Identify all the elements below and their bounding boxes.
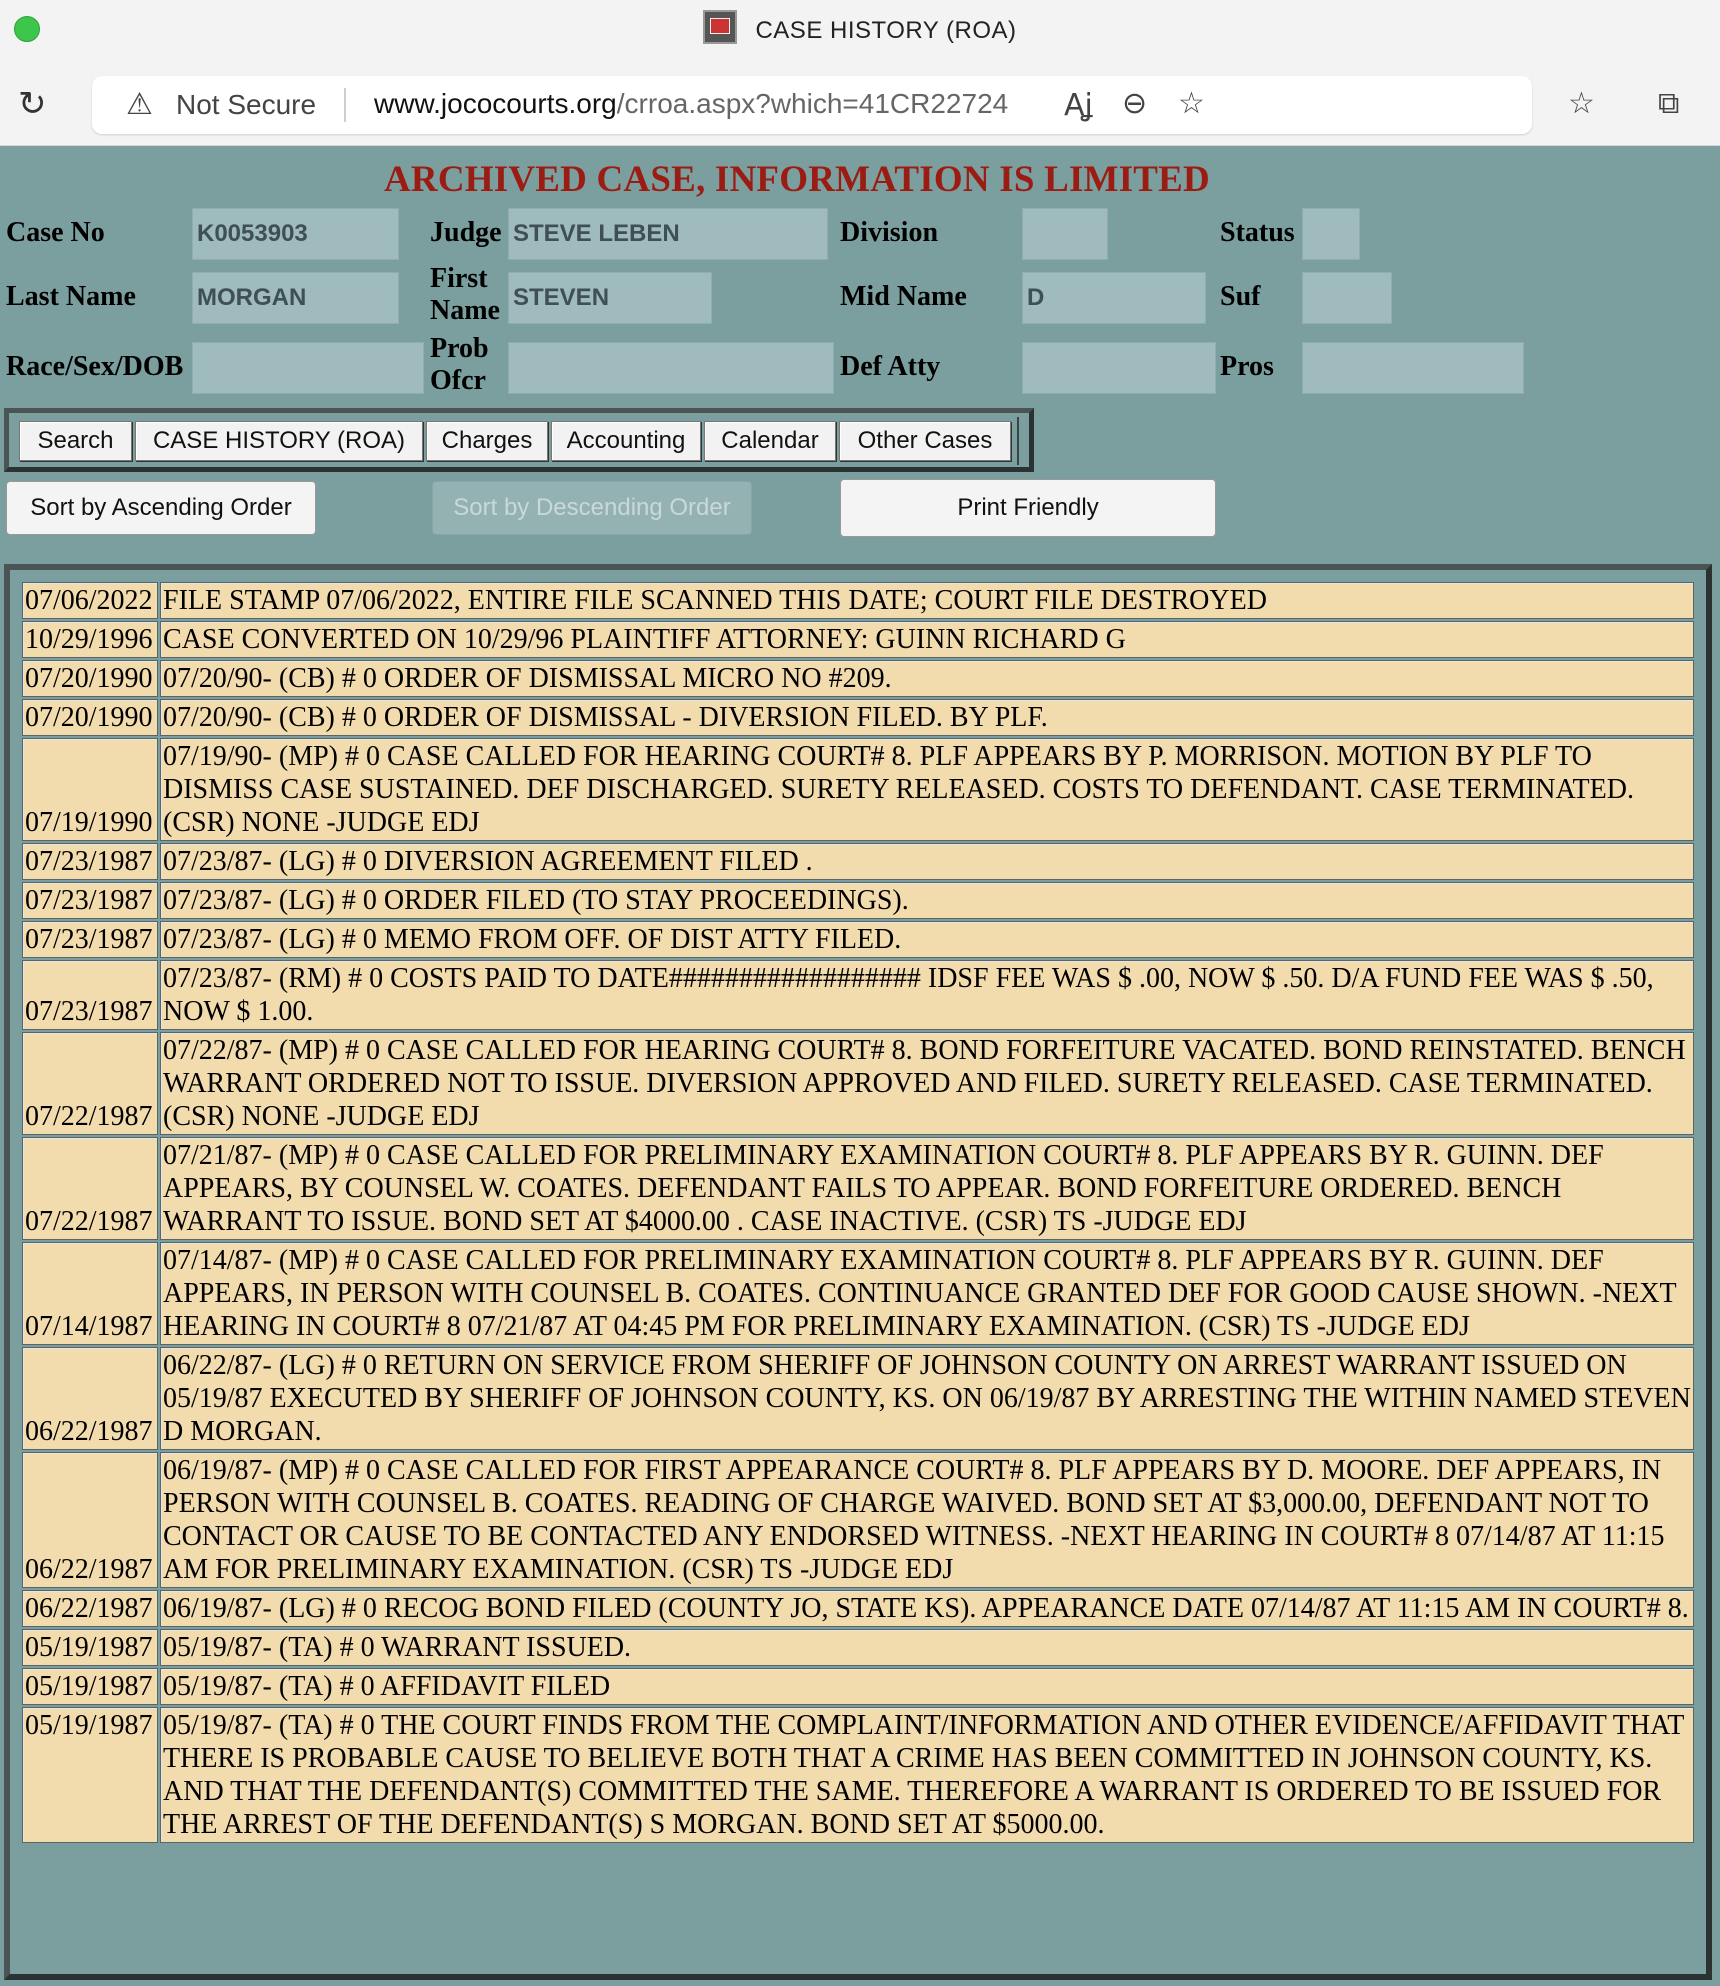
print-friendly-button[interactable]: Print Friendly [840, 479, 1216, 537]
suf-label: Suf [1220, 281, 1261, 312]
entry-text: 07/23/87- (LG) # 0 MEMO FROM OFF. OF DIST ATTY FILED. [160, 921, 1694, 958]
entry-text: 05/19/87- (TA) # 0 AFFIDAVIT FILED [160, 1668, 1694, 1705]
race-sex-dob-label: Race/Sex/DOB [6, 351, 184, 382]
entry-date: 07/06/2022 [22, 582, 158, 619]
table-row [22, 960, 1694, 1030]
pros-field [1302, 342, 1524, 394]
tab-accounting[interactable]: Accounting [551, 421, 701, 461]
division-field [1022, 208, 1108, 260]
entry-text: 07/14/87- (MP) # 0 CASE CALLED FOR PRELIMINARY EXAMINATION COURT# 8. PLF APPEARS BY R. GUINN. DEF APPEARS, IN PERSON WITH COUNSEL B. COATES. CONTINUANCE GRANTED DEF FOR GOOD CAUSE SHOWN. -NEXT HEARING IN COURT# 8 07/21/87 AT 04:45 PM FOR PRELIMINARY EXAMINATION. (CSR) TS -JUDGE EDJ [160, 1242, 1694, 1345]
table-row [22, 582, 1694, 619]
table-row [22, 843, 1694, 880]
entry-date: 05/19/1987 [22, 1668, 158, 1705]
prob-ofcr-field [508, 342, 834, 394]
address-bar[interactable] [92, 76, 1532, 134]
reload-icon[interactable]: ↻ [18, 84, 47, 124]
favorites-icon[interactable]: ☆ [1568, 86, 1595, 121]
sort-descending-button[interactable]: Sort by Descending Order [432, 481, 752, 535]
url-text[interactable] [374, 88, 1008, 120]
entry-text: 07/19/90- (MP) # 0 CASE CALLED FOR HEARING COURT# 8. PLF APPEARS BY P. MORRISON. MOTION BY PLF TO DISMISS CASE SUSTAINED. DEF DISCHARGED. SURETY RELEASED. COSTS TO DEFENDANT. CASE TERMINATED. (CSR) NONE -JUDGE EDJ [160, 738, 1694, 841]
entry-text: FILE STAMP 07/06/2022, ENTIRE FILE SCANNED THIS DATE; COURT FILE DESTROYED [160, 582, 1694, 619]
entry-text: 07/23/87- (LG) # 0 ORDER FILED (TO STAY PROCEEDINGS). [160, 882, 1694, 919]
entry-date: 05/19/1987 [22, 1629, 158, 1666]
table-row [22, 882, 1694, 919]
entry-text: 05/19/87- (TA) # 0 THE COURT FINDS FROM THE COMPLAINT/INFORMATION AND OTHER EVIDENCE/AFFIDAVIT THAT THERE IS PROBABLE CAUSE TO BELIEVE BOTH THAT A CRIME HAS BEEN COMMITTED IN JOHNSON COUNTY, KS. AND THAT THE DEFENDANT(S) COMMITTED THE SAME. THEREFORE A WARRANT IS ORDERED TO BE ISSUED FOR THE ARREST OF THE DEFENDANT(S) S MORGAN. BOND SET AT $5000.00. [160, 1707, 1694, 1843]
table-row [22, 1668, 1694, 1705]
last-name-label: Last Name [6, 281, 136, 312]
race-sex-dob-field [192, 342, 424, 394]
window-title [0, 10, 1720, 45]
entry-date: 07/23/1987 [22, 882, 158, 919]
entry-date: 07/20/1990 [22, 699, 158, 736]
mid-name-field: D [1022, 272, 1206, 324]
entry-text: 07/23/87- (RM) # 0 COSTS PAID TO DATE################## IDSF FEE WAS $ .00, NOW $ .50. D/A FUND FEE WAS $ .50, NOW $ 1.00. [160, 960, 1694, 1030]
table-row [22, 738, 1694, 841]
last-name-field: MORGAN [192, 272, 399, 324]
judge-label: Judge [430, 217, 502, 248]
table-row [22, 1452, 1694, 1588]
window-title-text: CASE HISTORY (ROA) [755, 17, 1017, 44]
entry-date: 07/23/1987 [22, 960, 158, 1030]
entry-date: 07/14/1987 [22, 1242, 158, 1345]
entry-text: 07/23/87- (LG) # 0 DIVERSION AGREEMENT FILED . [160, 843, 1694, 880]
entry-text: CASE CONVERTED ON 10/29/96 PLAINTIFF ATTORNEY: GUINN RICHARD G [160, 621, 1694, 658]
tab-charges[interactable]: Charges [426, 421, 548, 461]
table-row [22, 921, 1694, 958]
prob-ofcr-label-line2: Ofcr [430, 365, 486, 396]
case-history-table [20, 580, 1696, 1845]
case-history-body [22, 582, 1694, 1843]
first-name-label-line2: Name [430, 295, 500, 326]
browser-chrome [0, 0, 1720, 146]
entry-date: 05/19/1987 [22, 1707, 158, 1843]
entry-text: 06/22/87- (LG) # 0 RETURN ON SERVICE FROM SHERIFF OF JOHNSON COUNTY ON ARREST WARRANT ISSUED ON 05/19/87 EXECUTED BY SHERIFF OF JOHNSON COUNTY, KS. ON 06/19/87 BY ARRESTING THE WITHIN NAMED STEVEN D MORGAN. [160, 1347, 1694, 1450]
zoom-out-icon[interactable]: ⊖ [1122, 86, 1148, 121]
tab-bar [4, 408, 1034, 472]
entry-date: 07/19/1990 [22, 738, 158, 841]
first-name-label-line1: First [430, 263, 488, 294]
tab-other-cases[interactable]: Other Cases [839, 421, 1011, 461]
pros-label: Pros [1220, 351, 1274, 382]
entry-text: 07/20/90- (CB) # 0 ORDER OF DISMISSAL - DIVERSION FILED. BY PLF. [160, 699, 1694, 736]
entry-date: 07/20/1990 [22, 660, 158, 697]
address-divider [344, 88, 346, 122]
status-label: Status [1220, 217, 1295, 248]
entry-date: 06/22/1987 [22, 1347, 158, 1450]
status-field [1302, 208, 1360, 260]
tab-case-history[interactable]: CASE HISTORY (ROA) [135, 421, 423, 461]
prob-ofcr-label-line1: Prob [430, 333, 489, 364]
table-row [22, 1347, 1694, 1450]
warning-icon[interactable]: ⚠ [126, 87, 153, 122]
entry-date: 07/23/1987 [22, 921, 158, 958]
table-row [22, 660, 1694, 697]
judge-field: STEVE LEBEN [508, 208, 828, 260]
entry-text: 07/20/90- (CB) # 0 ORDER OF DISMISSAL MICRO NO #209. [160, 660, 1694, 697]
collections-icon[interactable]: ⧉ [1658, 86, 1680, 121]
table-row [22, 1032, 1694, 1135]
url-path: /crroa.aspx?which=41CR22724 [616, 88, 1009, 119]
archived-banner: ARCHIVED CASE, INFORMATION IS LIMITED [384, 159, 1210, 200]
tab-search[interactable]: Search [19, 421, 132, 461]
entry-date: 07/22/1987 [22, 1137, 158, 1240]
case-no-field: K0053903 [192, 208, 399, 260]
case-history-panel [4, 564, 1712, 1980]
entry-date: 07/22/1987 [22, 1032, 158, 1135]
table-row [22, 1137, 1694, 1240]
table-row [22, 1707, 1694, 1843]
table-row [22, 621, 1694, 658]
entry-text: 06/19/87- (MP) # 0 CASE CALLED FOR FIRST APPEARANCE COURT# 8. PLF APPEARS BY D. MOORE. DEF APPEARS, IN PERSON WITH COUNSEL B. COATES. READING OF CHARGE WAIVED. BOND SET AT $3,000.00, DEFENDANT NOT TO CONTACT OR CAUSE TO BE CONTACTED ANY ENDORSED WITNESS. -NEXT HEARING IN COURT# 8 07/14/87 AT 11:15 AM FOR PRELIMINARY EXAMINATION. (CSR) TS -JUDGE EDJ [160, 1452, 1694, 1588]
entry-text: 05/19/87- (TA) # 0 WARRANT ISSUED. [160, 1629, 1694, 1666]
def-atty-label: Def Atty [840, 351, 941, 382]
table-row [22, 1242, 1694, 1345]
url-host: www.jococourts.org [374, 88, 617, 119]
case-no-label: Case No [6, 217, 105, 248]
mid-name-label: Mid Name [840, 281, 967, 312]
add-favorite-icon[interactable]: ☆ [1178, 86, 1205, 121]
entry-date: 07/23/1987 [22, 843, 158, 880]
suf-field [1302, 272, 1392, 324]
entry-date: 10/29/1996 [22, 621, 158, 658]
page-content [0, 146, 1720, 1986]
tab-bar-divider [1017, 417, 1019, 465]
entry-text: 07/22/87- (MP) # 0 CASE CALLED FOR HEARING COURT# 8. BOND FORFEITURE VACATED. BOND REINSTATED. BENCH WARRANT ORDERED NOT TO ISSUE. DIVERSION APPROVED AND FILED. SURETY RELEASED. CASE TERMINATED. (CSR) NONE -JUDGE EDJ [160, 1032, 1694, 1135]
sort-ascending-button[interactable]: Sort by Ascending Order [6, 481, 316, 535]
entry-date: 06/22/1987 [22, 1590, 158, 1627]
table-row [22, 1590, 1694, 1627]
first-name-field: STEVEN [508, 272, 712, 324]
read-aloud-icon[interactable]: Aʝ [1064, 88, 1094, 123]
tab-calendar[interactable]: Calendar [704, 421, 836, 461]
division-label: Division [840, 217, 939, 248]
table-row [22, 699, 1694, 736]
def-atty-field [1022, 342, 1216, 394]
table-row [22, 1629, 1694, 1666]
site-favicon-icon [703, 10, 737, 44]
entry-text: 07/21/87- (MP) # 0 CASE CALLED FOR PRELIMINARY EXAMINATION COURT# 8. PLF APPEARS BY R. GUINN. DEF APPEARS, BY COUNSEL W. COATES. DEFENDANT FAILS TO APPEAR. BOND FORFEITURE ORDERED. BENCH WARRANT TO ISSUE. BOND SET AT $4000.00 . CASE INACTIVE. (CSR) TS -JUDGE EDJ [160, 1137, 1694, 1240]
entry-text: 06/19/87- (LG) # 0 RECOG BOND FILED (COUNTY JO, STATE KS). APPEARANCE DATE 07/14/87 AT 11:15 AM IN COURT# 8. [160, 1590, 1694, 1627]
security-label[interactable]: Not Secure [176, 89, 317, 120]
entry-date: 06/22/1987 [22, 1452, 158, 1588]
